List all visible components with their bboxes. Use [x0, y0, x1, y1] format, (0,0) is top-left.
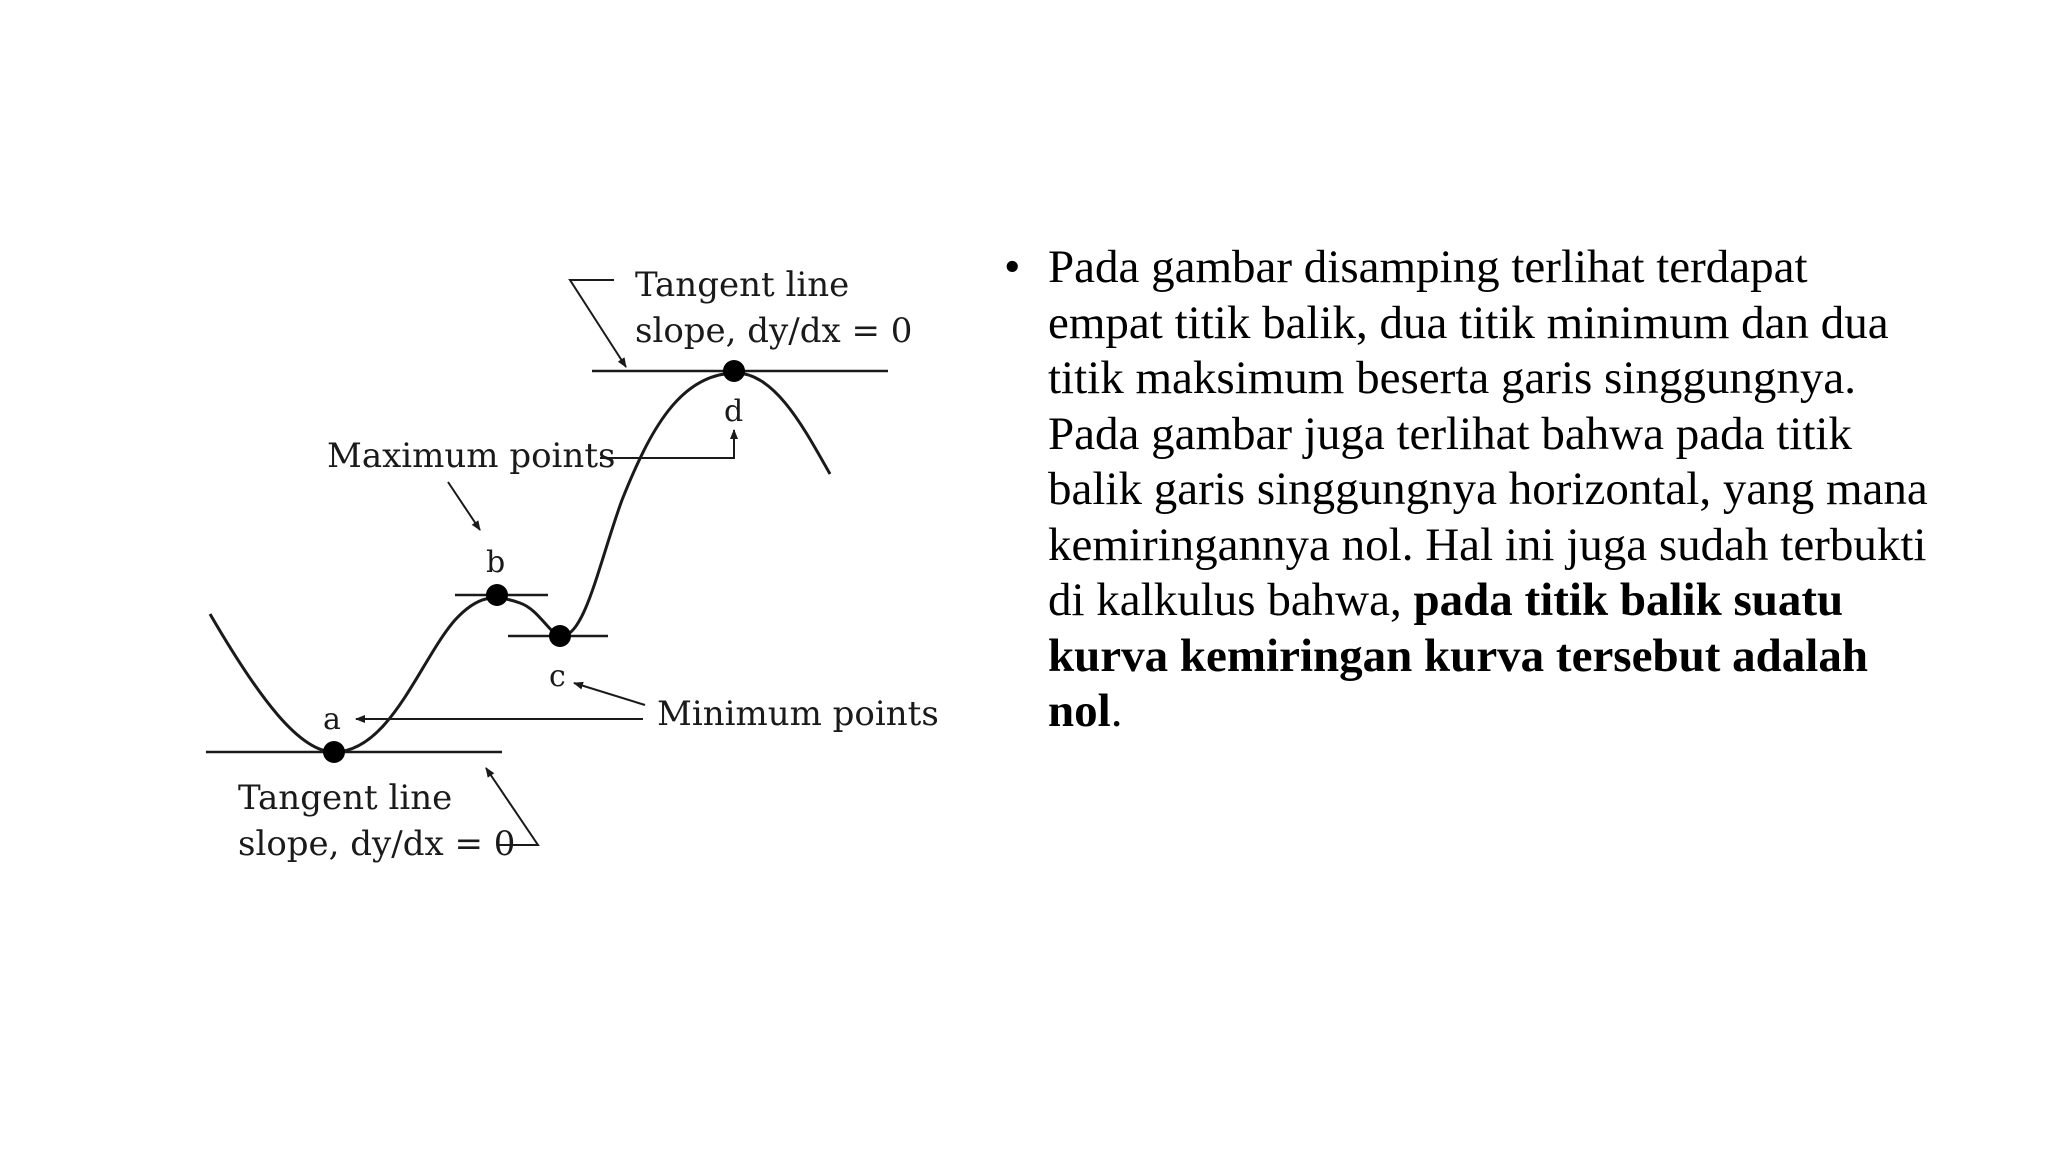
point-d-label: d	[724, 394, 744, 429]
point-a-label: a	[323, 702, 341, 737]
maximum-leader-d	[600, 430, 734, 458]
bottom-tangent-label-line1: Tangent line	[238, 778, 453, 818]
point-c-dot	[549, 625, 571, 647]
bullet-paragraph	[1004, 240, 1934, 740]
maximum-points-label: Maximum points	[327, 436, 616, 476]
point-b-label: b	[486, 545, 506, 580]
body-bold-text: pada titik balik suatu kurva kemiringan kurva tersebut adalah nol	[1048, 574, 1868, 737]
bottom-tangent-label-line2: slope, dy/dx = 0	[238, 824, 516, 864]
maximum-leader-b	[448, 482, 480, 530]
explanation-text-block	[1004, 240, 1934, 740]
body-regular-text: Pada gambar disamping terlihat terdapat empat titik balik, dua titik minimum dan dua titik maksimum beserta garis singgungnya. Pada gambar juga terlihat bahwa pada titik balik garis singgungnya horizontal, yang mana kemiringannya nol. Hal ini juga sudah terbukti di kalkulus bahwa,	[1048, 241, 1928, 626]
top-tangent-leader	[570, 280, 626, 367]
minimum-leader-c	[574, 683, 645, 705]
point-c-label: c	[549, 659, 566, 694]
point-b-dot	[486, 584, 508, 606]
top-tangent-label-line2: slope, dy/dx = 0	[635, 311, 913, 351]
point-a-dot	[323, 741, 345, 763]
bullet-icon: •	[1004, 241, 1021, 293]
minimum-points-label: Minimum points	[657, 694, 939, 734]
top-tangent-label-line1: Tangent line	[635, 265, 850, 305]
body-end-text: .	[1110, 685, 1123, 737]
point-d-dot	[723, 360, 745, 382]
